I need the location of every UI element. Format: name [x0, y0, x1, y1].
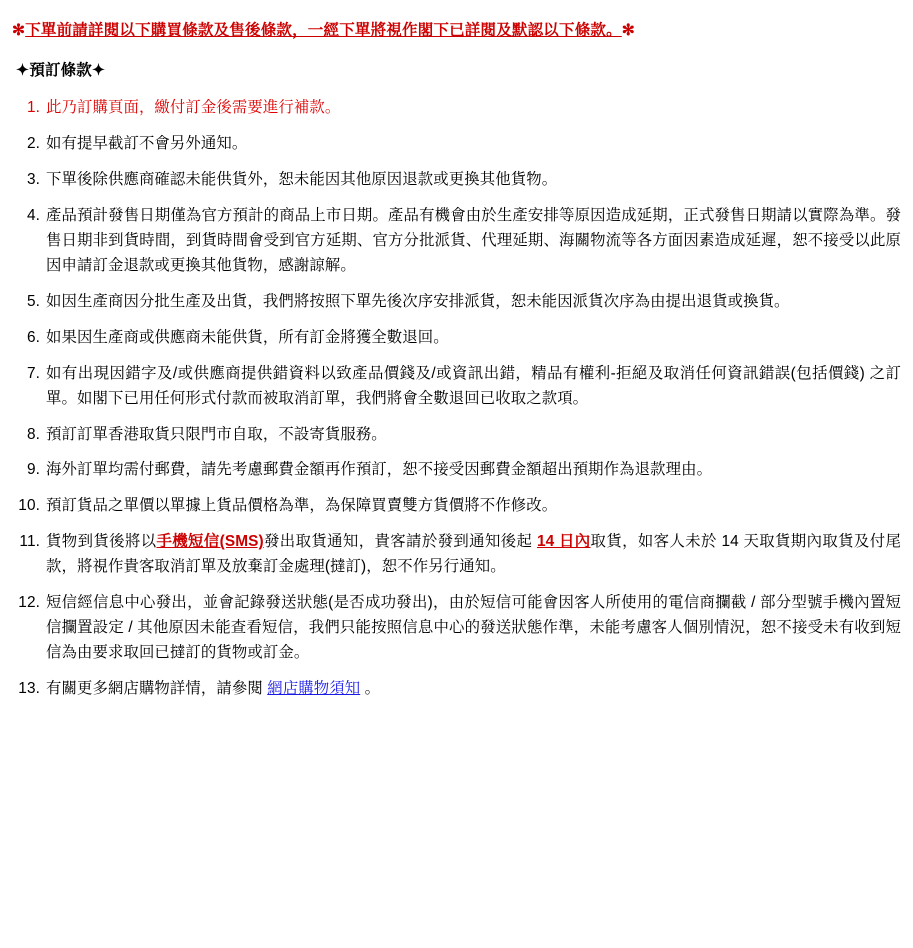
term-item — [10, 168, 901, 193]
term-item — [10, 96, 901, 121]
term-text: 此乃訂購頁面，繳付訂金後需要進行補款。 — [46, 99, 341, 116]
star-icon-right: ✻ — [621, 22, 635, 39]
term-text: 如有出現因錯字及/或供應商提供錯資料以致產品價錢及/或資訊出錯，精品有權利-拒絕及取消任何資訊錯誤(包括價錢) 之訂單。如閣下已用任何形式付款而被取消訂單，我們將會全數退回已收取之款項。 — [46, 364, 901, 407]
term-text: 短信經信息中心發出，並會記錄發送狀態(是否成功發出)，由於短信可能會因客人所使用的電信商攔截 / 部分型號手機內置短信攔置設定 / 其他原因未能查看短信，我們只能按照信息中心的發送狀態作準，未能考慮客人個別情況，恕不接受未有收到短信為由要求取回已撻訂的貨物或訂金。 — [46, 594, 901, 662]
term-text: 如有提早截訂不會另外通知。 — [46, 134, 248, 152]
term-text: 預訂貨品之單價以單據上貨品價格為準，為保障買賣雙方貨價將不作修改。 — [46, 497, 558, 515]
section-title-text: 預訂條款 — [29, 62, 92, 79]
term-text-part: 有關更多網店購物詳情，請參閱 — [46, 680, 268, 698]
term-item — [10, 458, 901, 483]
term-item — [10, 362, 901, 412]
term-text-part: 貨物到貨後將以 — [46, 533, 157, 551]
term-text: 預訂訂單香港取貨只限門市自取，不設寄貨服務。 — [46, 425, 387, 443]
term-item — [10, 530, 901, 580]
term-item — [10, 326, 901, 351]
term-item — [10, 423, 901, 448]
term-item — [10, 677, 901, 702]
deadline-emphasis: 14 日內 — [536, 533, 591, 551]
top-notice-text: 下單前請詳閱以下購買條款及售後條款，一經下單將視作閣下已詳閱及默認以下條款。 — [25, 22, 622, 39]
diamond-icon-right: ✦ — [92, 62, 106, 79]
shop-guide-link[interactable]: 網店購物須知 — [267, 680, 361, 698]
term-item — [10, 204, 901, 279]
term-text-part: 發出取貨通知，貴客請於發到通知後起 — [263, 533, 537, 551]
term-text: 如因生產商因分批生產及出貨，我們將按照下單先後次序安排派貨，恕未能因派貨次序為由提出退貨或換貨。 — [46, 292, 790, 310]
term-text-part: 。 — [360, 680, 381, 698]
terms-list — [10, 96, 901, 702]
term-item — [10, 591, 901, 666]
diamond-icon-left: ✦ — [16, 62, 30, 79]
top-notice — [12, 18, 901, 40]
section-title — [16, 58, 901, 80]
term-text: 海外訂單均需付郵費，請先考慮郵費金額再作預訂，恕不接受因郵費金額超出預期作為退款理由。 — [46, 461, 713, 479]
term-text-part: 取貨，如客人未於 14 天取貨期內取貨及付尾款，將視作貴客取消訂單及放棄訂金處理(撻訂)，恕不作另行通知。 — [46, 533, 901, 576]
term-item — [10, 290, 901, 315]
term-item — [10, 494, 901, 519]
sms-emphasis: 手機短信(SMS) — [156, 533, 264, 551]
term-item — [10, 132, 901, 157]
term-text: 產品預計發售日期僅為官方預計的商品上市日期。產品有機會由於生產安排等原因造成延期，正式發售日期請以實際為準。發售日期非到貨時間，到貨時間會受到官方延期、官方分批派貨、代理延期、海關物流等各方面因素造成延遲，恕不接受以此原因申請訂金退款或更換其他貨物，感謝諒解。 — [46, 206, 901, 274]
term-text: 如果因生產商或供應商未能供貨，所有訂金將獲全數退回。 — [46, 328, 449, 346]
term-text: 下單後除供應商確認未能供貨外，恕未能因其他原因退款或更換其他貨物。 — [46, 170, 558, 188]
star-icon-left: ✻ — [12, 22, 26, 39]
